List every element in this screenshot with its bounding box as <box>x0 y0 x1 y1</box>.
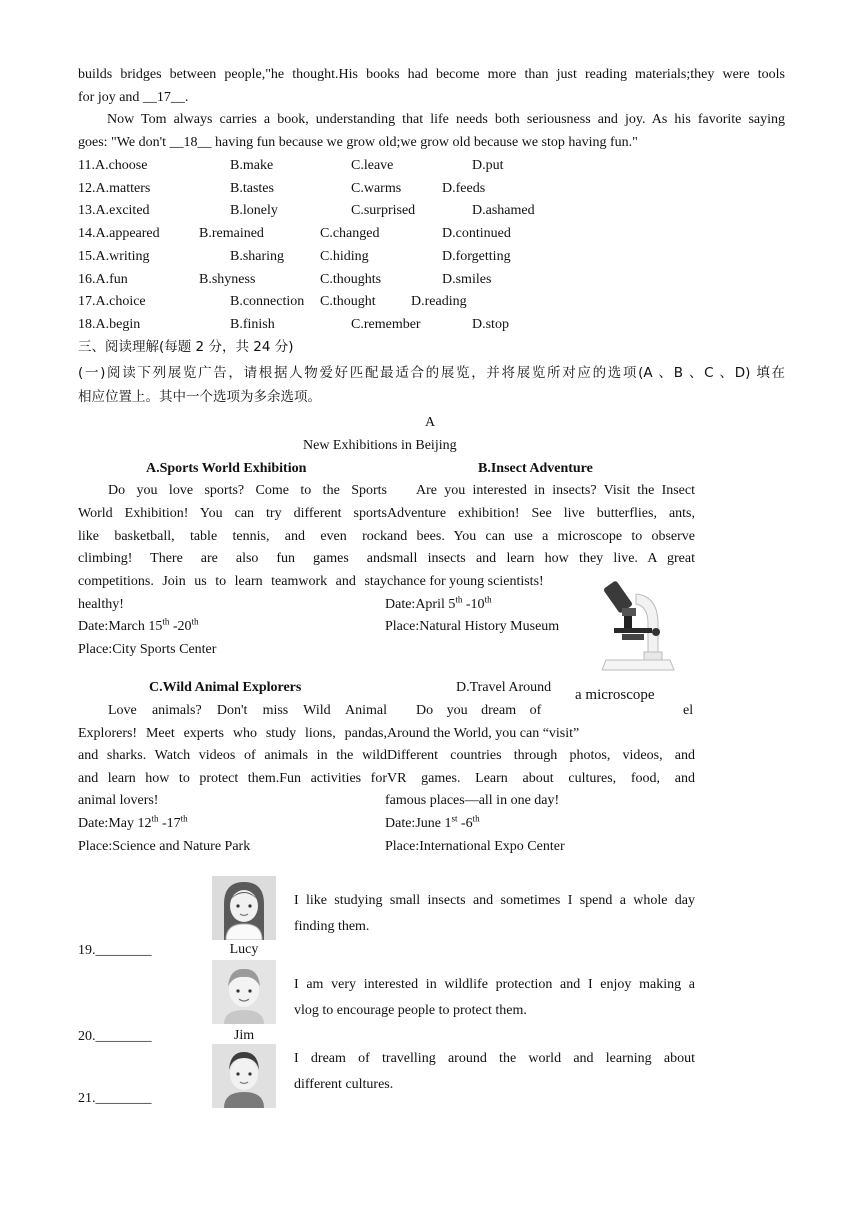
person-statement: I dream of travelling around the world and learning about <box>294 1051 695 1066</box>
option-a: 12.A.matters <box>78 180 151 196</box>
person-statement: finding them. <box>294 919 370 934</box>
exhibit-b-date: Date:April 5th -10th <box>385 594 492 612</box>
option-c: C.changed <box>320 226 380 242</box>
passage-line: goes: "We don't __18__ having fun because we grow old;we grow old because we stop having fun." <box>78 135 638 150</box>
option-d: D.smiles <box>442 271 492 287</box>
answer-blank-21[interactable]: 21.________ <box>78 1091 152 1106</box>
avatar <box>212 960 276 1024</box>
exhibit-c-text: and sharks. Watch videos of animals in the wild <box>78 748 387 763</box>
exhibit-d-text: Do you dream of <box>416 703 542 718</box>
person-statement: different cultures. <box>294 1077 394 1092</box>
option-b: B.lonely <box>230 203 278 219</box>
exhibit-d-place: Place:International Expo Center <box>385 839 565 854</box>
exhibit-a-text: World Exhibition! You can try different sports <box>78 506 387 521</box>
answer-blank-19[interactable]: 19.________ <box>78 943 152 958</box>
part-letter: A <box>424 415 436 430</box>
person-statement: I like studying small insects and sometimes I spend a whole day <box>294 893 695 908</box>
exhibit-d-text: el <box>683 703 694 718</box>
option-b: B.shyness <box>199 271 256 287</box>
exhibit-d-text: VR games. Learn about cultures, food, and <box>387 771 695 786</box>
exhibit-b-text: Adventure exhibition! See live butterflies, ants, <box>387 506 695 521</box>
exhibit-a-text: climbing! There are also fun games and <box>78 551 387 566</box>
option-d: D.continued <box>442 226 511 242</box>
exhibit-d-text: Different countries through photos, videos, and <box>387 748 695 763</box>
option-d: D.feeds <box>442 180 486 196</box>
option-d: D.ashamed <box>472 203 535 219</box>
exhibit-a-place: Place:City Sports Center <box>78 642 217 657</box>
exhibit-d-title: D.Travel Around <box>456 680 552 695</box>
exhibit-c-title: C.Wild Animal Explorers <box>149 680 302 695</box>
avatar <box>212 876 276 940</box>
exhibit-d-text: Around the World, you can “visit” <box>387 726 580 741</box>
exhibit-c-text: Explorers! Meet experts who study lions, pandas, <box>78 726 387 741</box>
option-a: 14.A.appeared <box>78 226 160 242</box>
exhibit-a-text: competitions. Join us to learn teamwork and stay <box>78 574 387 589</box>
passage-line: builds bridges between people,"he thought.His books had become more than just reading materials;they were tools <box>78 67 785 82</box>
exhibit-a-date: Date:March 15th -20th <box>78 616 199 634</box>
avatar <box>212 1044 276 1108</box>
option-d: D.put <box>472 158 504 173</box>
exhibit-c-text: and learn how to protect them.Fun activities for <box>78 771 387 786</box>
exhibit-b-text: small insects and learn how they live. A great <box>387 551 695 566</box>
option-c: C.warms <box>351 180 402 196</box>
person-name: Jim <box>233 1028 255 1043</box>
option-a: 16.A.fun <box>78 271 128 287</box>
option-b: B.remained <box>199 226 264 242</box>
option-b: B.finish <box>230 316 275 332</box>
option-a: 15.A.writing <box>78 248 150 264</box>
passage-line: Now Tom always carries a book, understanding that life needs both seriousness and joy. As his favorite saying <box>107 112 785 127</box>
option-b: B.tastes <box>230 180 274 196</box>
exhibit-a-text: like basketball, table tennis, and even rock <box>78 529 387 544</box>
exhibit-d-text: famous places—all in one day! <box>385 793 560 808</box>
microscope-image <box>596 574 686 678</box>
girl-portrait-icon <box>212 876 276 940</box>
option-c: C.remember <box>351 316 421 332</box>
exhibit-d-date: Date:June 1st -6th <box>385 813 480 831</box>
exhibit-c-text: Love animals? Don't miss Wild Animal <box>108 703 387 718</box>
section-heading: 三、阅读理解(每题 2 分，共 24 分) <box>78 339 294 355</box>
option-a: 17.A.choice <box>78 294 146 310</box>
exhibit-a-title: A.Sports World Exhibition <box>146 461 307 476</box>
option-d: D.stop <box>472 316 509 332</box>
exhibit-c-text: animal lovers! <box>78 793 159 808</box>
exhibit-a-text: Do you love sports? Come to the Sports <box>108 483 387 498</box>
option-c: C.leave <box>351 158 394 173</box>
option-b: B.make <box>230 158 274 173</box>
boy-portrait-icon <box>212 1044 276 1108</box>
option-a: 18.A.begin <box>78 316 141 332</box>
exhibit-b-title: B.Insect Adventure <box>478 461 593 476</box>
instruction-line: (一)阅读下列展览广告，请根据人物爱好匹配最适合的展览，并将展览所对应的选项(A 、B 、C 、D) 填在 <box>78 365 785 381</box>
option-c: C.surprised <box>351 203 416 219</box>
exhibit-c-date: Date:May 12th -17th <box>78 813 188 831</box>
option-b: B.sharing <box>230 248 285 264</box>
passage-line: for joy and __17__. <box>78 90 189 105</box>
exhibit-b-place: Place:Natural History Museum <box>385 619 560 634</box>
option-d: D.reading <box>411 294 467 310</box>
person-name: Lucy <box>229 942 259 957</box>
instruction-line: 相应位置上。其中一个选项为多余选项。 <box>78 389 321 405</box>
person-statement: vlog to encourage people to protect them. <box>294 1003 527 1018</box>
exhibit-b-text: chance for young scientists! <box>387 574 544 589</box>
exhibit-b-text: and bees. You can use a microscope to observe <box>387 529 695 544</box>
option-b: B.connection <box>230 294 305 310</box>
person-statement: I am very interested in wildlife protection and I enjoy making a <box>294 977 695 992</box>
microscope-caption: a microscope <box>575 687 655 703</box>
page-title: New Exhibitions in Beijing <box>303 438 457 453</box>
option-c: C.hiding <box>320 248 369 264</box>
option-c: C.thought <box>320 294 376 310</box>
exhibit-b-text: Are you interested in insects? Visit the Insect <box>416 483 695 498</box>
option-a: 11.A.choose <box>78 158 148 173</box>
option-d: D.forgetting <box>442 248 511 264</box>
exhibit-a-text: healthy! <box>78 597 124 612</box>
exhibit-c-place: Place:Science and Nature Park <box>78 839 251 854</box>
option-a: 13.A.excited <box>78 203 150 219</box>
answer-blank-20[interactable]: 20.________ <box>78 1029 152 1044</box>
option-c: C.thoughts <box>320 271 382 287</box>
boy-portrait-icon <box>212 960 276 1024</box>
